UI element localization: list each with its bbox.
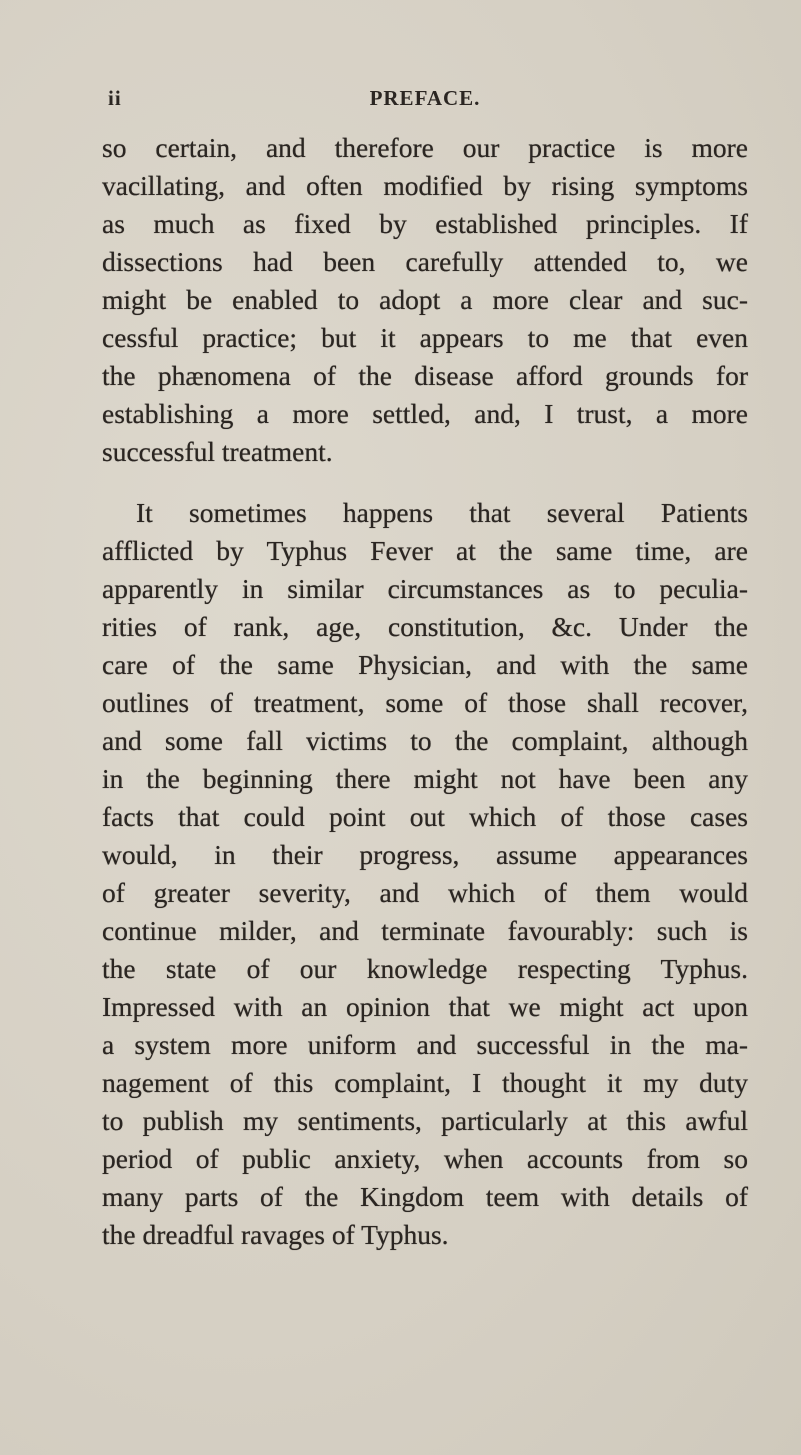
text-line: It sometimes happens that several Patients bbox=[136, 497, 748, 528]
text-line: and some fall victims to the complaint, although bbox=[102, 725, 748, 756]
paragraph-1 bbox=[102, 129, 748, 471]
text-line: to publish my sentiments, particularly at this awful bbox=[102, 1105, 748, 1136]
text-line: of greater severity, and which of them would bbox=[102, 877, 748, 908]
page-number: ii bbox=[108, 86, 122, 110]
text-line: cessful practice; but it appears to me that even bbox=[102, 322, 748, 353]
text-line: so certain, and therefore our practice is more bbox=[102, 132, 748, 163]
paragraph-2 bbox=[102, 494, 748, 1254]
text-line: a system more uniform and successful in the ma- bbox=[102, 1029, 748, 1060]
text-line: apparently in similar circumstances as to peculia- bbox=[102, 573, 748, 604]
text-line: the dreadful ravages of Typhus. bbox=[102, 1219, 449, 1250]
text-line: Impressed with an opinion that we might act upon bbox=[102, 991, 748, 1022]
running-title: PREFACE. bbox=[369, 86, 481, 110]
text-line: the state of our knowledge respecting Typhus. bbox=[102, 953, 748, 984]
text-line: rities of rank, age, constitution, &c. Under the bbox=[102, 611, 748, 642]
text-line: afflicted by Typhus Fever at the same time, are bbox=[102, 535, 748, 566]
text-line: might be enabled to adopt a more clear and suc- bbox=[102, 284, 748, 315]
text-line: would, in their progress, assume appearances bbox=[102, 839, 748, 870]
text-line: establishing a more settled, and, I trust, a more bbox=[102, 398, 748, 429]
text-line: dissections had been carefully attended to, we bbox=[102, 246, 748, 277]
text-line: outlines of treatment, some of those shall recover, bbox=[102, 687, 748, 718]
text-line: in the beginning there might not have been any bbox=[102, 763, 748, 794]
text-line: continue milder, and terminate favourably: such is bbox=[102, 915, 748, 946]
text-line: as much as fixed by established principles. If bbox=[102, 208, 748, 239]
text-line: period of public anxiety, when accounts from so bbox=[102, 1143, 748, 1174]
text-line: vacillating, and often modified by rising symptoms bbox=[102, 170, 748, 201]
running-header bbox=[102, 84, 748, 118]
text-line: facts that could point out which of those cases bbox=[102, 801, 748, 832]
text-line: the phænomena of the disease afford grounds for bbox=[102, 360, 748, 391]
text-line: nagement of this complaint, I thought it my duty bbox=[102, 1067, 748, 1098]
text-line: care of the same Physician, and with the same bbox=[102, 649, 748, 680]
text-line: successful treatment. bbox=[102, 436, 333, 467]
text-line: many parts of the Kingdom teem with details of bbox=[102, 1181, 748, 1212]
